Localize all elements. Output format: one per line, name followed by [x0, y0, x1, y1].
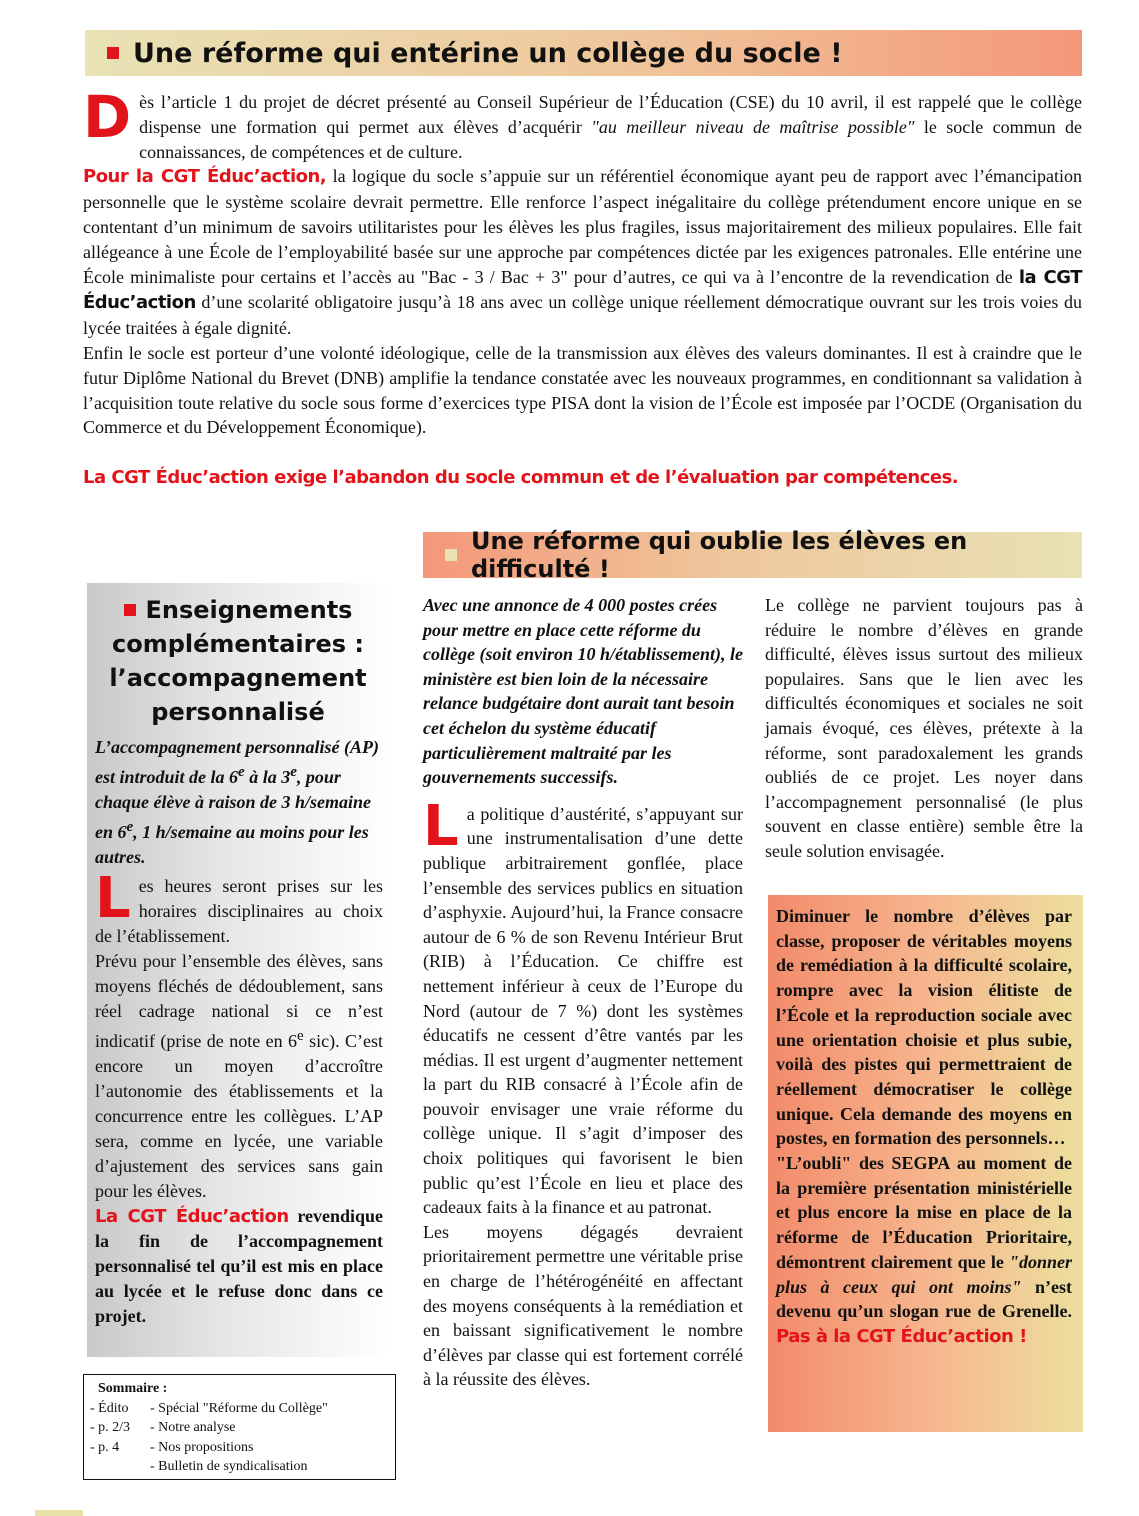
- section-banner-difficulte: [423, 527, 1082, 583]
- intro-p2b: d’une scolarité obligatoire jusqu’à 18 ans avec un collège unique réellement démocratique ouvrant sur les trois voies du lycée traitées à égale dignité.: [83, 292, 1082, 339]
- section-banner-socle: [85, 30, 1082, 76]
- toc-heading: Sommaire :: [98, 1381, 168, 1396]
- drop-cap: D: [83, 83, 132, 151]
- intro-quote: "au meilleur niveau de maîtrise possible": [591, 116, 915, 137]
- sidebar-body: Les heures seront prises sur les horaires disciplinaires au choix de l’établissement. Prévu pour l’ensemble des élèves, sans moyens fléchés de dédoublement, sans réel cadrage national si ce n’est indicatif (prise de note en 6e sic). C’est encore un moyen d’accroître l’autonomie des établissements et la concurrence entre les collègues. L’AP sera, comme en lycée, une variable d’ajustement des services sans gain pour les élèves.: [95, 866, 384, 1201]
- section-title: Une réforme qui oublie les élèves en difficulté !: [471, 527, 968, 583]
- red-square-bullet-icon: [107, 47, 119, 59]
- sidebar-lead: L’accompagnement personnalisé (AP) est introduit de la 6e à la 3e, pour chaque élève à raison de 3 h/semaine en 6e, 1 h/semaine au moins pour les autres.: [95, 737, 379, 867]
- org-name: Pas à la CGT Éduc’action !: [776, 1325, 1027, 1347]
- section-title: Une réforme qui entérine un collège du socle !: [133, 37, 843, 69]
- intro-demand: La CGT Éduc’action exige l’abandon du socle commun et de l’évaluation par compétences.: [83, 467, 959, 488]
- org-name: la CGT Éduc’action: [83, 266, 1082, 314]
- intro-p1-end: le socle commun de connaissances, de compétences et de culture.: [139, 116, 1082, 162]
- intro-p2a: la logique du socle s’appuie sur un référentiel économique ayant peu de rapport avec l’émancipation personnelle que le système scolaire devrait permettre. Elle renforce l’aspect inégalitaire du collège prétendument encore unique en se contentant d’un minimum de savoirs utilitaristes pour les élèves les plus fragiles, issus majoritairement des milieux populaires. Elle fait allégeance à une École de l’employabilité basée sur une approche par compétences dictée par les exigences patronales. Elle entérine une École minimaliste pour certains et l’accès au "Bac - 3 / Bac + 3" pour d’autres, ce qui va à l’encontre de la revendication de: [83, 166, 1082, 287]
- right-column-text: Le collège ne parvient toujours pas à réduire le nombre d’élèves en grande difficulté, élèves issus surtout des milieux populaires. Sans que le lien avec les difficultés économiques et sociales ne soit jamais évoqué, ces élèves, prétexte à la réforme, sont paradoxalement les grands oubliés de ce projet. Les noyer dans l’accompagnement personnalisé (le plus souvent en classe entière) semble être la seule solution envisagée.: [765, 595, 1083, 861]
- middle-column: [423, 593, 743, 1392]
- org-name: La CGT Éduc’action: [95, 1206, 289, 1227]
- toc-row: - p. 2/3 - Notre analyse: [90, 1420, 236, 1435]
- drop-cap: L: [423, 793, 459, 859]
- middle-body: La politique d’austérité, s’appuyant sur une instrumentalisation d’une dette publique arbitrairement gonflée, place l’ensemble des services publics en situation d’asphyxie. Aujourd’hui, la France consacre autour de 6 % de son Revenu Intérieur Brut (RIB) à l’Éducation. Ce chiffre est nettement inférieur à ceux de l’Europe du Nord (autour de 7 %) dont les systèmes éducatifs ne cessent d’être vantés par les médias. Il est urgent d’augmenter nettement la part du RIB consacré à l’École afin de pouvoir envisager une vraie réforme du collège unique. Il s’agit d’imposer des choix politiques qui favorisent le bien public qu’est l’École en lieu et place des cadeaux faits à la finance et au patronat. Les moyens dégagés devraient prioritairement permettre une véritable prise en charge de l’hétérogénéité en affectant des moyens conséquents à la remédiation et en baissant significativement le nombre d’élèves par classe qui est fortement corrélé à la réussite des élèves.: [423, 793, 743, 1390]
- drop-cap: L: [95, 866, 131, 931]
- intro-p1: ès l’article 1 du projet de décret présenté au Conseil Supérieur de l’Éducation (CSE) du 10 avril, il est rappelé que le collège dispense une formation qui permet aux élèves d’acquérir: [139, 92, 1082, 137]
- sidebar-demand: La CGT Éduc’action revendique la fin de l’accompagnement personnalisé tel qu’il est mis en place au lycée et le refuse donc dans ce projet.: [95, 1206, 383, 1326]
- footer-decoration: [35, 1510, 83, 1516]
- intro-p3: Enfin le socle est porteur d’une volonté idéologique, celle de la transmission aux élèves des valeurs dominantes. Il est à craindre que le futur Diplôme National du Brevet (DNB) amplifie la tendance constatée avec les nouveaux programmes, en conditionnant sa validation à l’acquisition toute relative du socle sous forme d’exercices type PISA dont la vision de l’École est imposée par l’OCDE (Organisation du Commerce et du Développement Économique).: [83, 342, 1082, 438]
- toc-row: - Bulletin de syndicalisation: [150, 1459, 308, 1474]
- middle-lead: Avec une annonce de 4 000 postes crées pour mettre en place cette réforme du collège (soit environ 10 h/établissement), le ministère est bien loin de la nécessaire relance budgétaire dont aurait tant besoin cet échelon du système éducatif particulièrement maltraité par les gouvernements successifs.: [423, 595, 743, 788]
- square-bullet-icon: [445, 549, 457, 561]
- table-of-contents: [83, 1374, 396, 1480]
- intro-text: [83, 83, 1082, 440]
- org-name: Pour la CGT Éduc’action,: [83, 166, 327, 188]
- callout-text: Diminuer le nombre d’élèves par classe, proposer de véritables moyens de remédiation à la difficulté scolaire, rompre avec la vision élitiste de l’École et la reproduction sociale avec une orientation choisie et plus subie, voilà des pistes qui permettraient de réellement démocratiser le collège unique. Cela demande des moyens en postes, en formation des personnels… "L’oubli" des SEGPA au moment de la première présentation ministérielle et plus encore la mise en place de la réforme de l’Éducation Prioritaire, démontrent clairement que le "donner plus à ceux qui ont moins" n’est devenu qu’un slogan rue de Grenelle. Pas à la CGT Éduc’action !: [776, 906, 1073, 1347]
- toc-row: - Édito - Spécial "Réforme du Collège": [90, 1400, 328, 1416]
- sidebar-box-ap: [87, 583, 389, 1357]
- toc-row: - p. 4 - Nos propositions: [90, 1439, 254, 1455]
- red-square-bullet-icon: [124, 604, 136, 616]
- callout-box: [768, 895, 1083, 1432]
- callout-quote: "donner plus à ceux qui ont moins": [776, 1251, 1072, 1297]
- sidebar-title: Enseignements complémentaires : l’accompagnement personnalisé: [109, 596, 367, 726]
